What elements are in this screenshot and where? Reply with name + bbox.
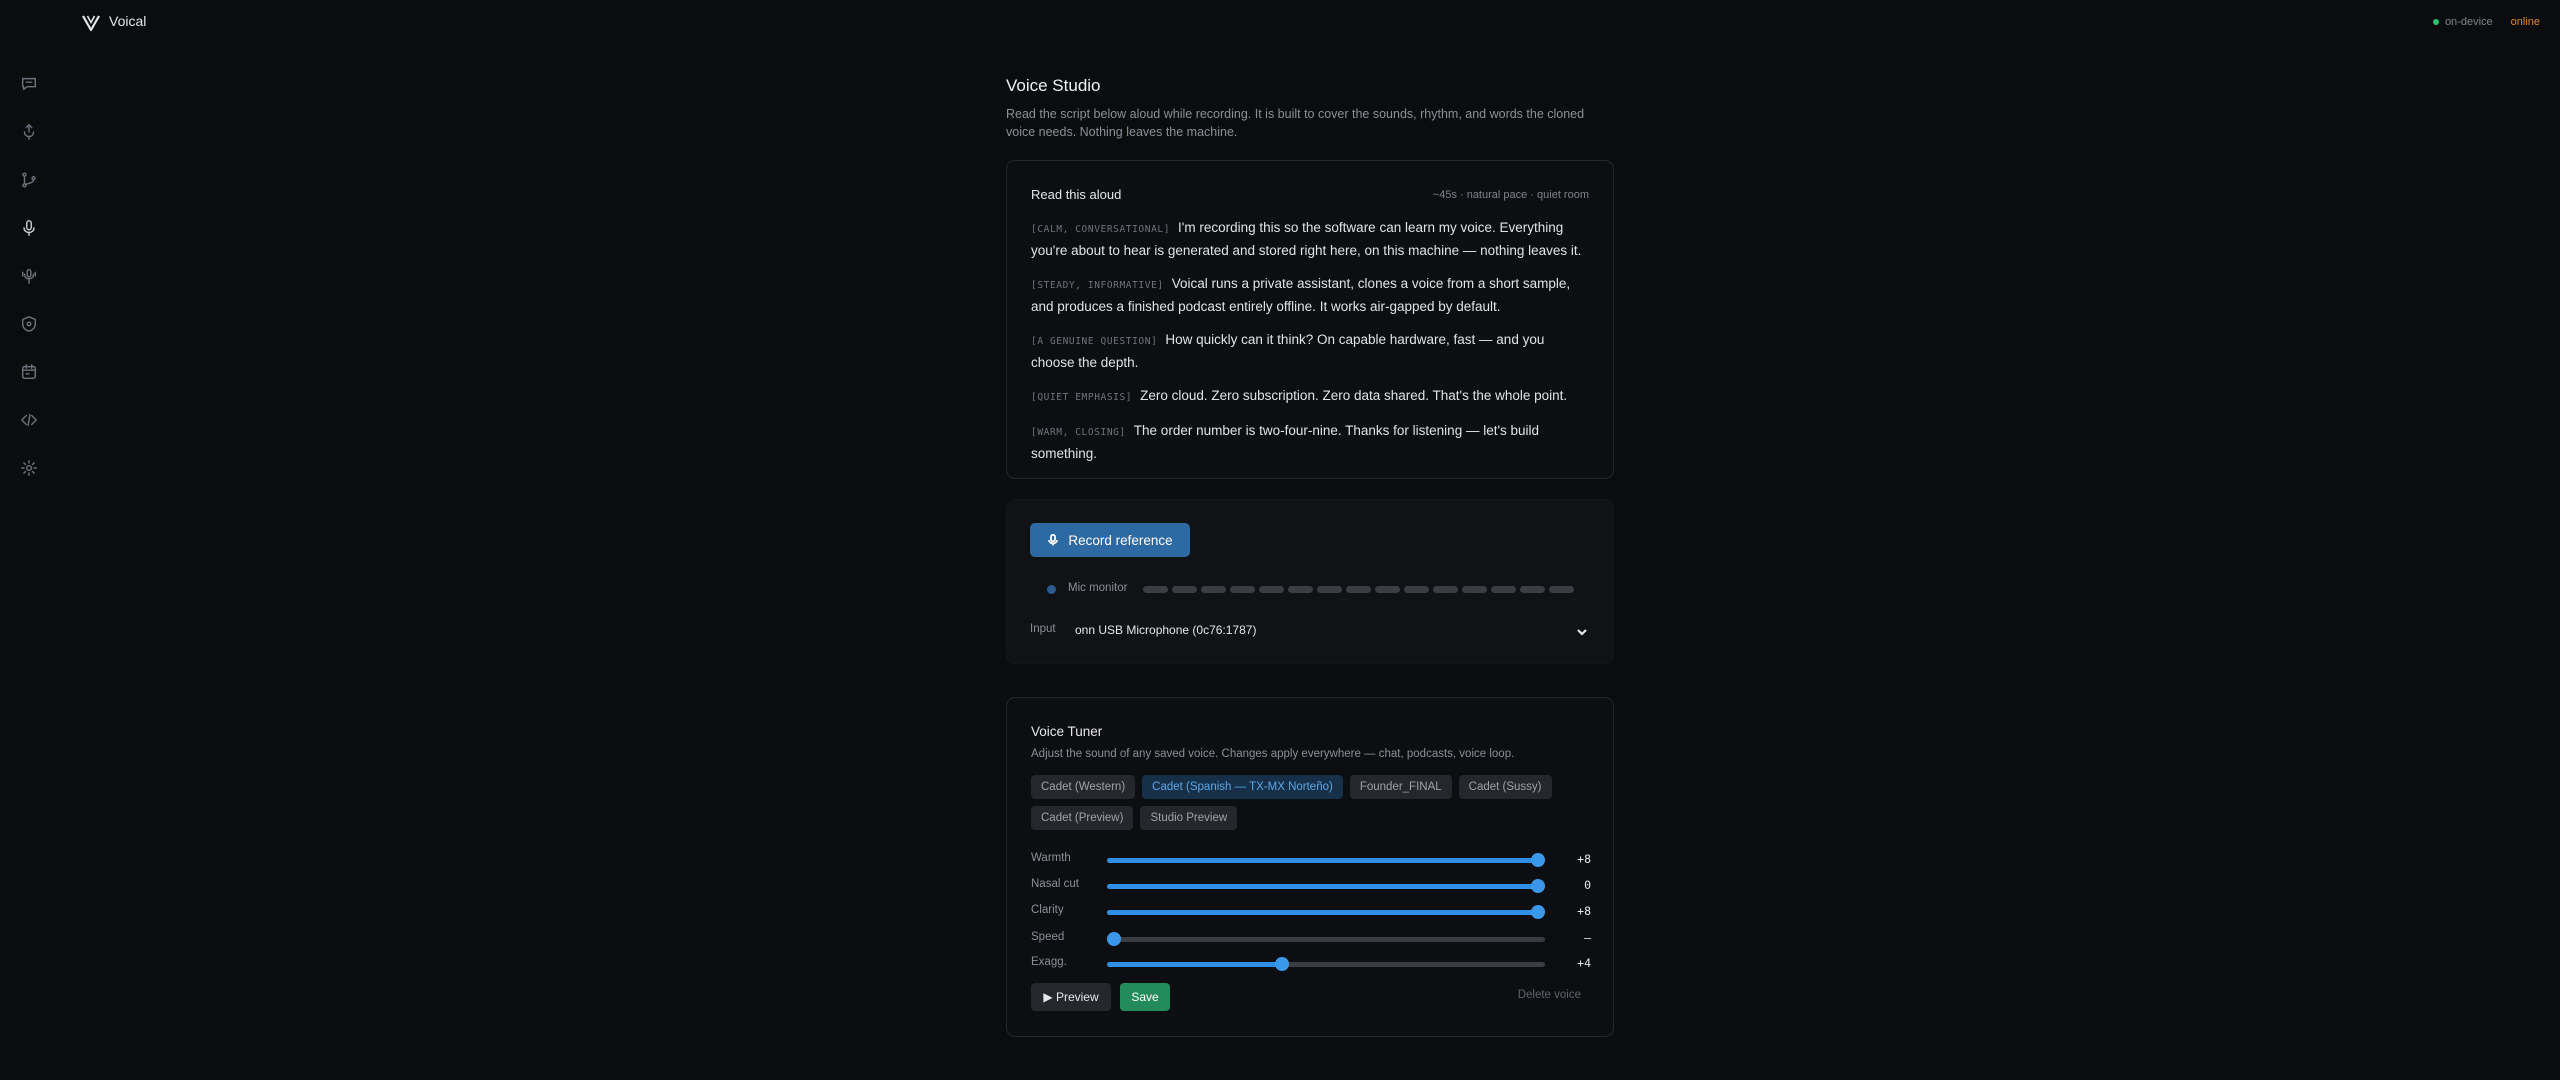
page-subtitle: Read the script below aloud while recording. It is built to cover the sounds, rhythm, and words the cloned voice needs. Nothing leaves the machine. — [1006, 107, 1585, 139]
slider-row — [1031, 954, 1591, 974]
voice-chip[interactable]: Cadet (Western) — [1031, 775, 1135, 799]
slider-value: +8 — [1577, 852, 1591, 866]
script-line: The order number is two-four-nine. Thanks for listening — let's build something. — [1031, 423, 1540, 461]
mic-monitor-label: Mic monitor — [1068, 582, 1128, 594]
tone-tag: [A GENUINE QUESTION] — [1031, 336, 1158, 347]
code-icon[interactable] — [18, 409, 40, 431]
status-dot-icon — [2433, 19, 2439, 25]
slider-value: 0 — [1584, 878, 1591, 892]
slider-label: Clarity — [1031, 904, 1064, 916]
gear-icon[interactable] — [18, 457, 40, 479]
slider-fill — [1107, 858, 1538, 863]
slider-row — [1031, 850, 1591, 870]
script-body — [1031, 217, 1591, 476]
tuner-title: Voice Tuner — [1031, 724, 1103, 739]
script-line: Voical runs a private assistant, clones a voice from a short sample, and produces a finished podcast entirely offline. It works air-gapped by default. — [1031, 276, 1571, 314]
meter-segment — [1433, 586, 1458, 593]
microphone-stand-icon[interactable] — [18, 121, 40, 143]
slider-fill — [1107, 884, 1538, 889]
meter-segment — [1172, 586, 1197, 593]
chat-icon[interactable] — [18, 73, 40, 95]
tone-tag: [STEADY, INFORMATIVE] — [1031, 280, 1164, 291]
slider-row — [1031, 929, 1591, 949]
input-device-value: onn USB Microphone (0c76:1787) — [1075, 623, 1257, 637]
slider-thumb[interactable] — [1531, 853, 1545, 867]
chevron-down-icon — [1575, 623, 1589, 637]
script-line: Zero cloud. Zero subscription. Zero data shared. That's the whole point. — [1140, 388, 1568, 403]
record-reference-button[interactable] — [1030, 523, 1190, 557]
slider-label: Speed — [1031, 931, 1065, 943]
slider-thumb[interactable] — [1275, 957, 1289, 971]
studio-header — [1006, 76, 1614, 141]
voice-chip[interactable]: Cadet (Sussy) — [1459, 775, 1552, 799]
branch-icon[interactable] — [18, 169, 40, 191]
mic-level-meter — [1143, 586, 1574, 593]
slider-track[interactable] — [1107, 884, 1545, 889]
script-line: I'm recording this so the software can learn my voice. Everything you're about to hear is generated and stored right here, on this machine — nothing leaves it. — [1031, 220, 1582, 258]
slider-thumb[interactable] — [1531, 879, 1545, 893]
tone-tag: [CALM, CONVERSATIONAL] — [1031, 224, 1171, 235]
meter-segment — [1491, 586, 1516, 593]
podcast-icon[interactable] — [18, 265, 40, 287]
slider-label: Nasal cut — [1031, 878, 1079, 890]
voice-chip[interactable]: Cadet (Spanish — TX-MX Norteño) — [1142, 775, 1343, 799]
meter-segment — [1346, 586, 1371, 593]
meter-segment — [1375, 586, 1400, 593]
slider-track[interactable] — [1107, 937, 1545, 942]
delete-voice-button[interactable]: Delete voice — [1517, 989, 1581, 1001]
slider-track[interactable] — [1107, 962, 1545, 967]
slider-track[interactable] — [1107, 910, 1545, 915]
slider-value: +8 — [1577, 904, 1591, 918]
voical-logo-icon[interactable] — [80, 12, 102, 34]
slider-value: — — [1584, 931, 1591, 945]
voice-chip-list — [1031, 775, 1591, 830]
slider-label: Exagg. — [1031, 956, 1067, 968]
voice-tuner-card — [1006, 697, 1614, 1037]
tuner-subtitle: Adjust the sound of any saved voice. Changes apply everywhere — chat, podcasts, voice loop. — [1031, 748, 1515, 760]
meter-segment — [1404, 586, 1429, 593]
script-meta: ~45s · natural pace · quiet room — [1432, 189, 1589, 201]
meter-segment — [1143, 586, 1168, 593]
meter-segment — [1317, 586, 1342, 593]
microphone-icon[interactable] — [18, 217, 40, 239]
meter-segment — [1201, 586, 1226, 593]
script-paragraph — [1031, 217, 1591, 261]
tone-tag: [WARM, CLOSING] — [1031, 427, 1126, 438]
save-button[interactable]: Save — [1120, 983, 1170, 1011]
script-card — [1006, 160, 1614, 479]
voice-chip[interactable]: Studio Preview — [1140, 806, 1237, 830]
script-paragraph — [1031, 273, 1591, 317]
input-device-select[interactable] — [1075, 618, 1595, 642]
shield-icon[interactable] — [18, 313, 40, 335]
status-indicator — [2433, 16, 2540, 28]
slider-fill — [1107, 910, 1538, 915]
voice-chip[interactable]: Cadet (Preview) — [1031, 806, 1133, 830]
page-title: Voice Studio — [1006, 76, 1101, 95]
slider-track[interactable] — [1107, 858, 1545, 863]
mic-monitor-dot-icon — [1047, 585, 1056, 594]
meter-segment — [1520, 586, 1545, 593]
preview-button[interactable]: ▶ Preview — [1031, 983, 1111, 1011]
tone-tag: [QUIET EMPHASIS] — [1031, 392, 1133, 403]
microphone-icon — [1047, 534, 1059, 546]
slider-thumb[interactable] — [1531, 905, 1545, 919]
script-heading: Read this aloud — [1031, 187, 1122, 202]
slider-row — [1031, 876, 1591, 896]
slider-row — [1031, 902, 1591, 922]
record-label: Record reference — [1068, 532, 1173, 548]
script-paragraph — [1031, 329, 1591, 373]
slider-value: +4 — [1577, 956, 1591, 970]
meter-segment — [1288, 586, 1313, 593]
slider-fill — [1107, 962, 1282, 967]
mode-status: on-device — [2444, 16, 2493, 28]
calendar-icon[interactable] — [18, 361, 40, 383]
script-paragraph — [1031, 420, 1591, 464]
meter-segment — [1462, 586, 1487, 593]
input-label: Input — [1030, 623, 1056, 635]
script-paragraph — [1031, 385, 1591, 408]
meter-segment — [1549, 586, 1574, 593]
voice-chip[interactable]: Founder_FINAL — [1350, 775, 1452, 799]
meter-segment — [1259, 586, 1284, 593]
top-bar — [0, 0, 2560, 44]
recorder-card — [1006, 499, 1614, 664]
slider-thumb[interactable] — [1107, 932, 1121, 946]
script-line: How quickly can it think? On capable hardware, fast — and you choose the depth. — [1031, 332, 1545, 370]
connection-status: online — [2510, 16, 2540, 28]
meter-segment — [1230, 586, 1255, 593]
slider-label: Warmth — [1031, 852, 1071, 864]
app-name: Voical — [109, 13, 147, 29]
